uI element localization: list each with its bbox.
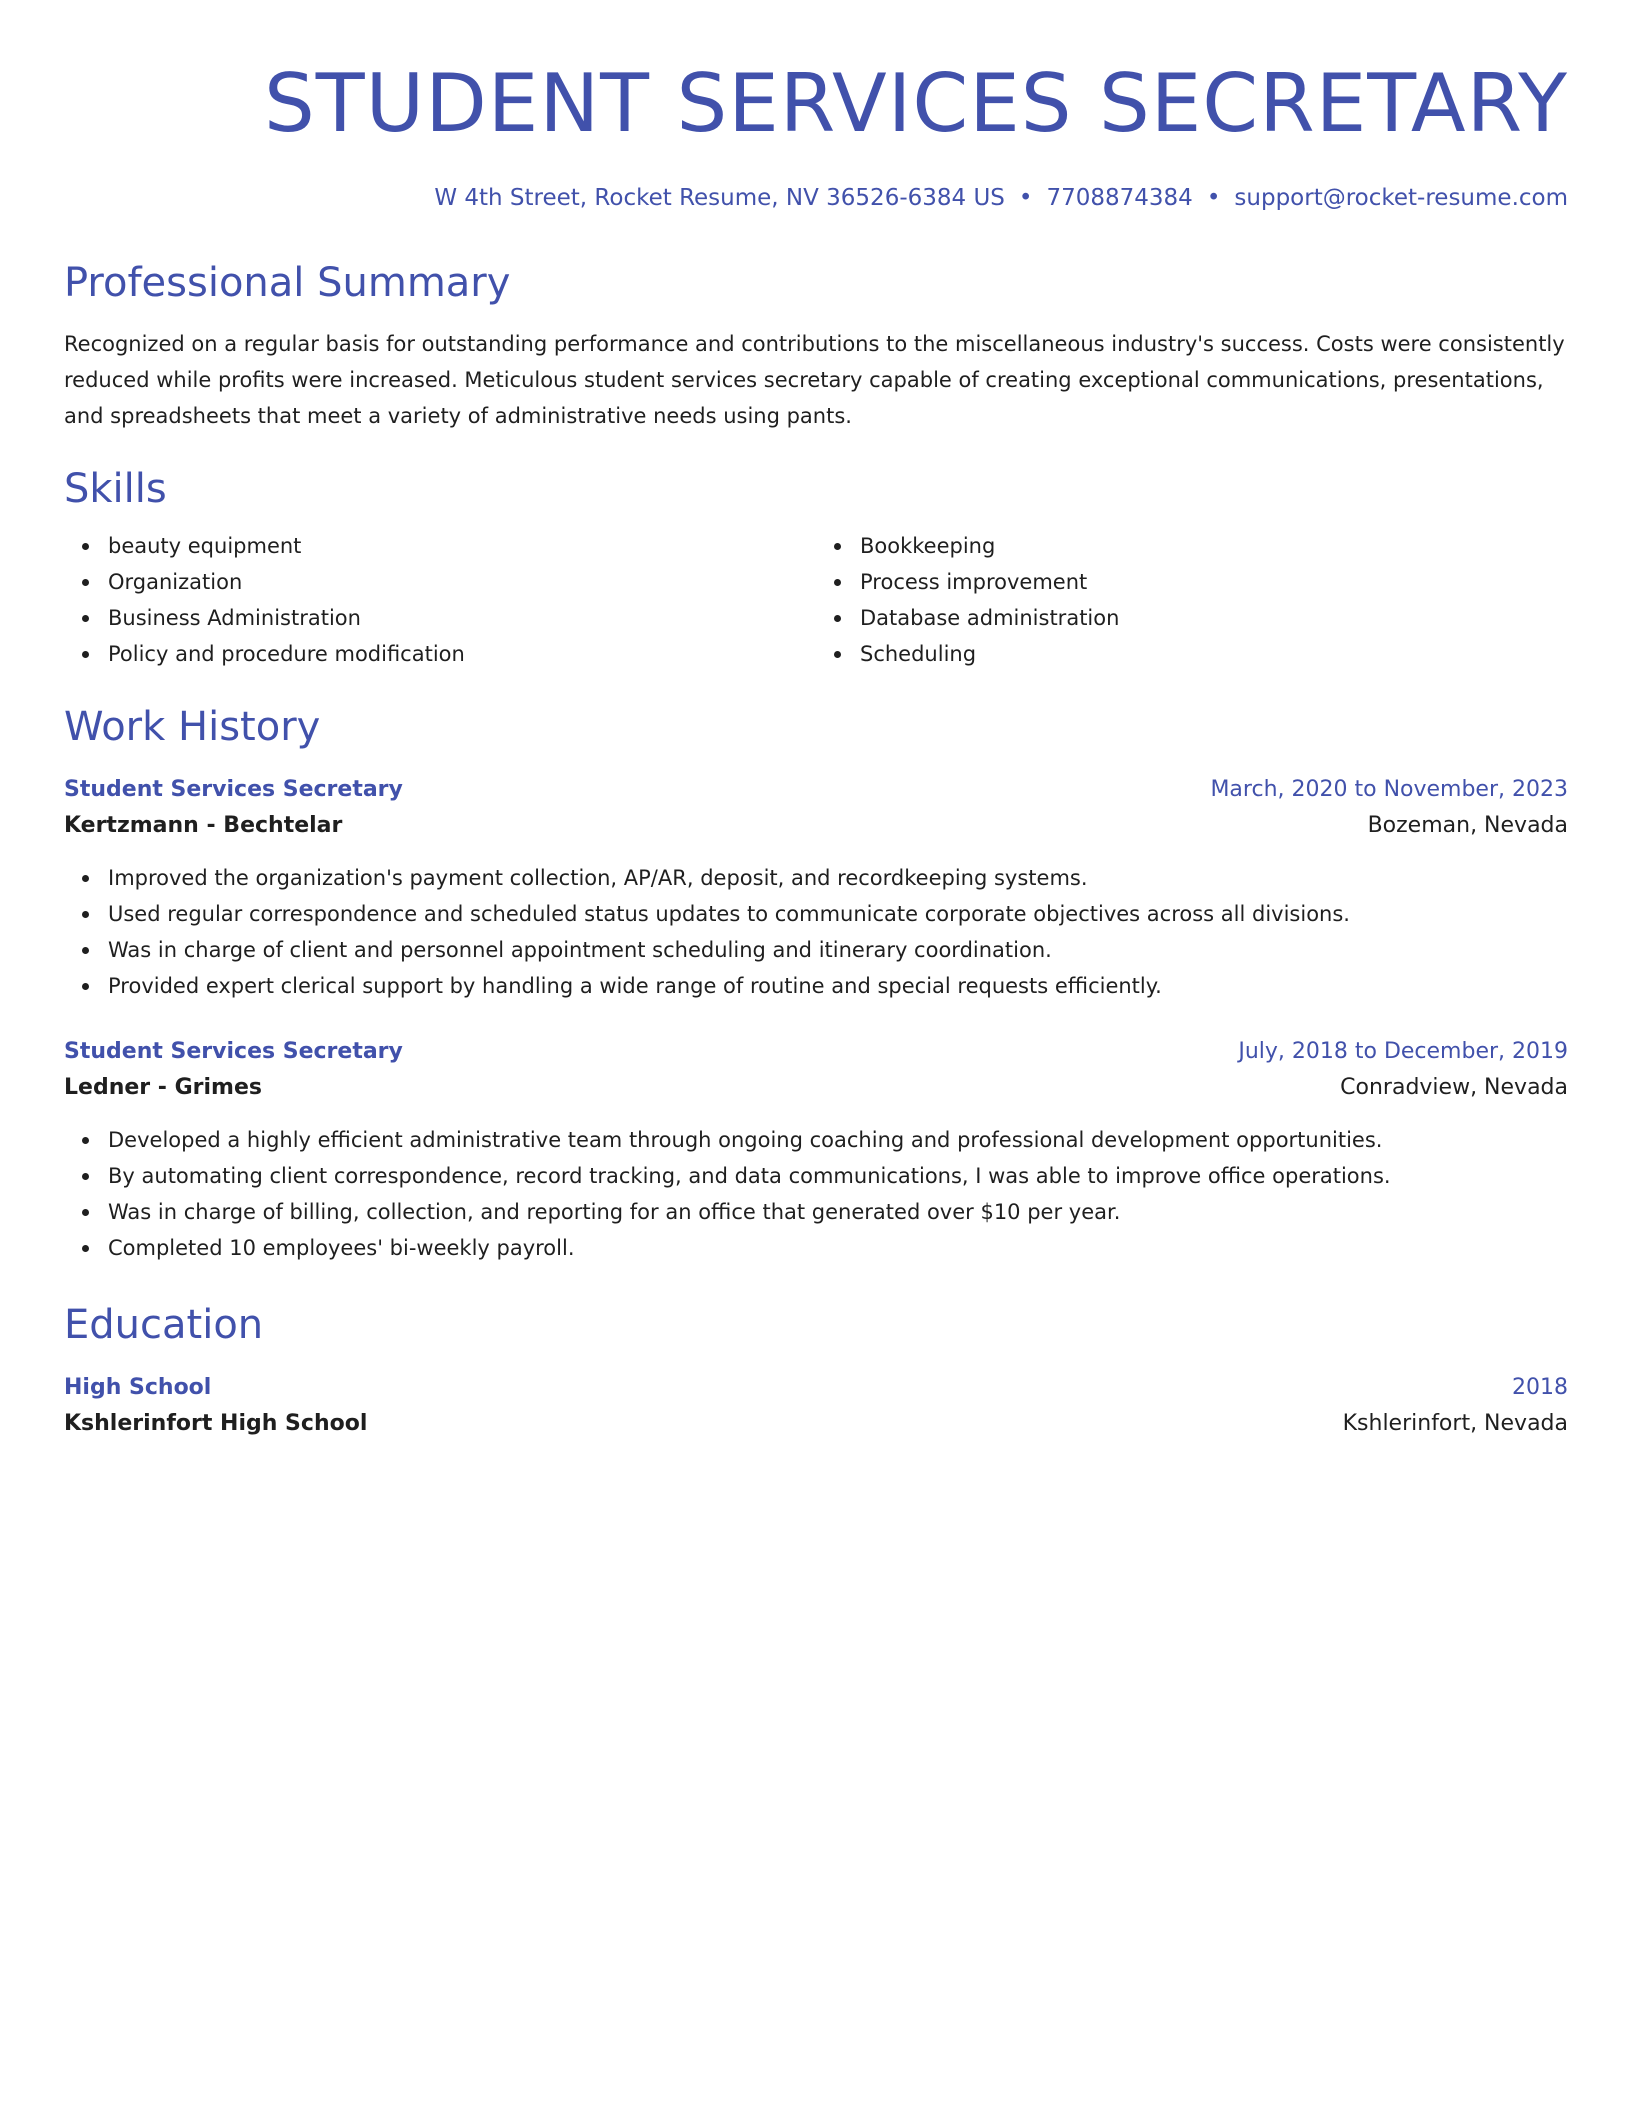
job-bullets <box>64 860 1568 1004</box>
skill-item: Business Administration <box>108 600 816 636</box>
education-section <box>64 1300 1568 1442</box>
education-school: Kshlerinfort High School <box>64 1411 368 1436</box>
section-title-work-history: Work History <box>64 704 321 750</box>
job-bullet: Used regular correspondence and scheduled status updates to communicate corporate objectives across all divisions. <box>108 896 1568 932</box>
job-dates: March, 2020 to November, 2023 <box>1210 777 1568 802</box>
skill-item: beauty equipment <box>108 528 816 564</box>
education-degree: High School <box>64 1375 212 1400</box>
job-title: Student Services Secretary <box>64 1039 403 1064</box>
skill-item: Database administration <box>860 600 1568 636</box>
education-school-row <box>64 1406 1568 1442</box>
job-location: Conradview, Nevada <box>1340 1075 1568 1100</box>
education-location: Kshlerinfort, Nevada <box>1342 1411 1568 1436</box>
job-bullet: Was in charge of billing, collection, and reporting for an office that generated over $10 per year. <box>108 1194 1568 1230</box>
job-bullets <box>64 1122 1568 1266</box>
job-company: Ledner - Grimes <box>64 1075 262 1100</box>
job-bullet: Developed a highly efficient administrative team through ongoing coaching and professional development opportunities. <box>108 1122 1568 1158</box>
job-location: Bozeman, Nevada <box>1367 813 1568 838</box>
skills-column-right <box>816 528 1568 672</box>
section-title-skills: Skills <box>64 466 167 512</box>
education-entry <box>64 1370 1568 1442</box>
contact-email: support@rocket-resume.com <box>1234 185 1568 211</box>
skill-item: Process improvement <box>860 564 1568 600</box>
resume-header <box>64 0 1568 214</box>
job-bullet: By automating client correspondence, record tracking, and data communications, I was able to improve office operations. <box>108 1158 1568 1194</box>
job-entry <box>64 1034 1568 1266</box>
contact-separator: • <box>1206 185 1221 211</box>
job-bullet: Provided expert clerical support by handling a wide range of routine and special requests efficiently. <box>108 968 1568 1004</box>
section-title-summary: Professional Summary <box>64 260 511 306</box>
work-history-section <box>64 702 1568 1266</box>
skill-item: Organization <box>108 564 816 600</box>
contact-line <box>64 182 1568 214</box>
contact-phone: 7708874384 <box>1046 185 1193 211</box>
contact-address: W 4th Street, Rocket Resume, NV 36526-6384 US <box>434 185 1005 211</box>
job-header-row <box>64 772 1568 808</box>
job-header-row <box>64 1034 1568 1070</box>
professional-summary-section <box>64 258 1568 434</box>
skill-item: Scheduling <box>860 636 1568 672</box>
skill-item: Bookkeeping <box>860 528 1568 564</box>
candidate-title: STUDENT SERVICES SECRETARY <box>263 57 1568 150</box>
job-bullet: Was in charge of client and personnel appointment scheduling and itinerary coordination. <box>108 932 1568 968</box>
summary-text: Recognized on a regular basis for outstanding performance and contributions to the miscellaneous industry's success. Costs were consistently reduced while profits were increased. Meticulous student services secretary capable of creating exceptional communications, presentations, and spreadsheets that meet a variety of administrative needs using pants. <box>64 332 1565 428</box>
skills-column-left <box>64 528 816 672</box>
skills-section <box>64 464 1568 672</box>
skill-item: Policy and procedure modification <box>108 636 816 672</box>
skills-grid <box>64 528 1568 672</box>
section-title-education: Education <box>64 1302 264 1348</box>
job-company: Kertzmann - Bechtelar <box>64 813 343 838</box>
job-dates: July, 2018 to December, 2019 <box>1238 1039 1568 1064</box>
job-bullet: Completed 10 employees' bi-weekly payroll. <box>108 1230 1568 1266</box>
job-title: Student Services Secretary <box>64 777 403 802</box>
contact-separator: • <box>1018 185 1033 211</box>
job-bullet: Improved the organization's payment collection, AP/AR, deposit, and recordkeeping systems. <box>108 860 1568 896</box>
job-company-row <box>64 808 1568 844</box>
job-company-row <box>64 1070 1568 1106</box>
education-header-row <box>64 1370 1568 1406</box>
job-entry <box>64 772 1568 1004</box>
education-year: 2018 <box>1512 1375 1568 1400</box>
